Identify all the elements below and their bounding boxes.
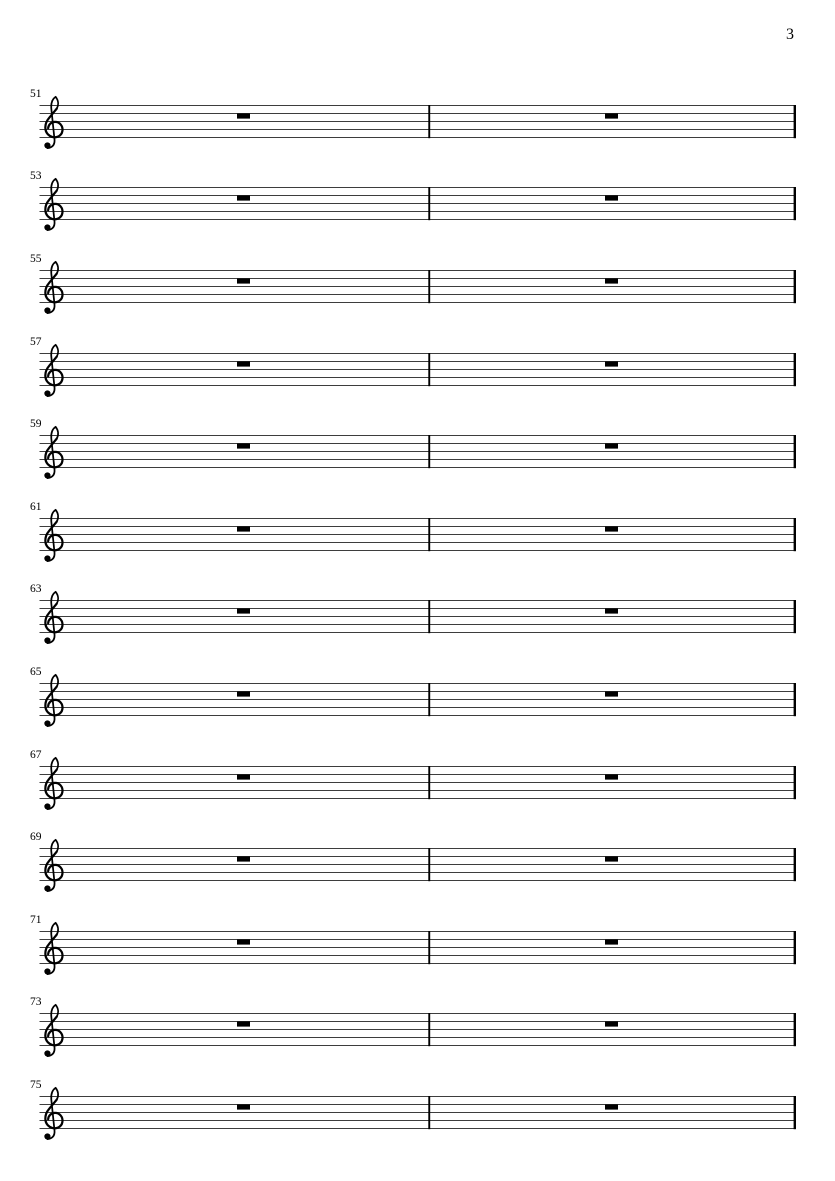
- staff-system: [0, 250, 835, 322]
- whole-measure-rest-icon: [605, 113, 618, 118]
- staff-line: [40, 1037, 797, 1038]
- measure-number: 63: [30, 583, 42, 596]
- staff-line: [40, 624, 797, 625]
- whole-measure-rest-icon: [237, 1022, 250, 1027]
- whole-measure-rest-icon: [237, 113, 250, 118]
- measure-number: 75: [30, 1079, 42, 1091]
- staff-line: [40, 691, 797, 692]
- staff-line: [40, 467, 797, 468]
- staff-line: [40, 947, 797, 948]
- staff-lines: [40, 931, 797, 964]
- whole-measure-rest-icon: [605, 1104, 618, 1109]
- staff-line: [40, 608, 797, 609]
- treble-clef-icon: [44, 344, 62, 396]
- staff-line: [40, 526, 797, 527]
- staff-line: [40, 1120, 797, 1121]
- staff-line: [40, 278, 797, 279]
- staff-lines: [40, 1096, 797, 1129]
- staff-lines: [40, 848, 797, 881]
- staff-lines: [40, 353, 797, 386]
- staff-line: [40, 353, 797, 354]
- staff-line: [40, 302, 797, 303]
- staff-line: [40, 1104, 797, 1105]
- staff-lines: [40, 518, 797, 551]
- staff-system: [0, 746, 835, 818]
- end-barline: [794, 518, 796, 551]
- whole-measure-rest-icon: [237, 857, 250, 862]
- staff-line: [40, 766, 797, 767]
- whole-measure-rest-icon: [605, 278, 618, 283]
- staff-line: [40, 286, 797, 287]
- staff-system: [0, 993, 835, 1065]
- measure-number: 67: [30, 748, 42, 761]
- end-barline: [794, 766, 796, 799]
- whole-measure-rest-icon: [237, 278, 250, 283]
- staff-line: [40, 848, 797, 849]
- staff-line: [40, 361, 797, 362]
- staff-system: [0, 911, 835, 983]
- staff-lines: [40, 187, 797, 220]
- whole-measure-rest-icon: [237, 691, 250, 696]
- staff-line: [40, 211, 797, 212]
- staff-line: [40, 864, 797, 865]
- treble-clef-icon: [44, 179, 62, 231]
- treble-clef-icon: [44, 427, 62, 479]
- staff-line: [40, 1045, 797, 1046]
- treble-clef-icon: [44, 509, 62, 561]
- staff-line: [40, 1128, 797, 1129]
- staff-line: [40, 369, 797, 370]
- staff-line: [40, 121, 797, 122]
- staff-line: [40, 105, 797, 106]
- staff-line: [40, 113, 797, 114]
- staff-lines: [40, 683, 797, 716]
- staff-line: [40, 270, 797, 271]
- staff-line: [40, 534, 797, 535]
- staff-line: [40, 683, 797, 684]
- measure-number: 65: [30, 665, 42, 678]
- staff-line: [40, 616, 797, 617]
- end-barline: [794, 1096, 796, 1129]
- mid-barline: [428, 600, 430, 633]
- whole-measure-rest-icon: [605, 609, 618, 614]
- staff-line: [40, 385, 797, 386]
- treble-clef-icon: [44, 1005, 62, 1057]
- measure-number: 55: [30, 252, 42, 265]
- staff-lines: [40, 600, 797, 633]
- measure-number: 57: [30, 335, 42, 348]
- staff-line: [40, 459, 797, 460]
- staff-line: [40, 939, 797, 940]
- staff-line: [40, 542, 797, 543]
- end-barline: [794, 435, 796, 468]
- mid-barline: [428, 518, 430, 551]
- staff-line: [40, 872, 797, 873]
- staff-line: [40, 782, 797, 783]
- staff-system: [0, 828, 835, 900]
- staff-line: [40, 632, 797, 633]
- treble-clef-icon: [44, 757, 62, 809]
- staff-system: [0, 498, 835, 570]
- end-barline: [794, 600, 796, 633]
- staff-line: [40, 435, 797, 436]
- mid-barline: [428, 766, 430, 799]
- staff-line: [40, 955, 797, 956]
- staff-lines: [40, 105, 797, 138]
- whole-measure-rest-icon: [237, 526, 250, 531]
- whole-measure-rest-icon: [237, 196, 250, 201]
- mid-barline: [428, 353, 430, 386]
- whole-measure-rest-icon: [605, 939, 618, 944]
- whole-measure-rest-icon: [605, 196, 618, 201]
- end-barline: [794, 353, 796, 386]
- end-barline: [794, 848, 796, 881]
- staff-line: [40, 931, 797, 932]
- staff-line: [40, 699, 797, 700]
- whole-measure-rest-icon: [237, 609, 250, 614]
- measure-number: 73: [30, 996, 42, 1009]
- staff-line: [40, 443, 797, 444]
- mid-barline: [428, 1096, 430, 1129]
- whole-measure-rest-icon: [237, 774, 250, 779]
- staff-line: [40, 1112, 797, 1113]
- whole-measure-rest-icon: [237, 1104, 250, 1109]
- staff-lines: [40, 435, 797, 468]
- staff-system: [0, 167, 835, 239]
- end-barline: [794, 105, 796, 138]
- staff-line: [40, 451, 797, 452]
- mid-barline: [428, 435, 430, 468]
- whole-measure-rest-icon: [605, 857, 618, 862]
- whole-measure-rest-icon: [237, 939, 250, 944]
- staff-system: [0, 85, 835, 157]
- treble-clef-icon: [44, 262, 62, 314]
- whole-measure-rest-icon: [605, 526, 618, 531]
- staff-line: [40, 1029, 797, 1030]
- mid-barline: [428, 105, 430, 138]
- page-number: 3: [786, 26, 794, 43]
- end-barline: [794, 187, 796, 220]
- staff-line: [40, 856, 797, 857]
- staff-system: [0, 333, 835, 405]
- staff-line: [40, 203, 797, 204]
- mid-barline: [428, 931, 430, 964]
- measure-number: 69: [30, 831, 42, 844]
- staff-line: [40, 600, 797, 601]
- staff-line: [40, 880, 797, 881]
- treble-clef-icon: [44, 675, 62, 727]
- staff-line: [40, 1021, 797, 1022]
- treble-clef-icon: [44, 1088, 62, 1140]
- end-barline: [794, 1013, 796, 1046]
- staff-line: [40, 707, 797, 708]
- measure-number: 59: [30, 418, 42, 431]
- measure-number: 61: [30, 500, 42, 513]
- end-barline: [794, 270, 796, 303]
- measure-number: 53: [30, 170, 42, 183]
- staff-line: [40, 774, 797, 775]
- staff-line: [40, 377, 797, 378]
- whole-measure-rest-icon: [605, 691, 618, 696]
- staff-line: [40, 187, 797, 188]
- whole-measure-rest-icon: [605, 774, 618, 779]
- end-barline: [794, 683, 796, 716]
- whole-measure-rest-icon: [605, 361, 618, 366]
- staff-lines: [40, 766, 797, 799]
- staff-line: [40, 963, 797, 964]
- staff-line: [40, 550, 797, 551]
- staff-line: [40, 129, 797, 130]
- treble-clef-icon: [44, 592, 62, 644]
- staff-line: [40, 790, 797, 791]
- staff-line: [40, 1013, 797, 1014]
- staff-line: [40, 137, 797, 138]
- whole-measure-rest-icon: [605, 1022, 618, 1027]
- staff-lines: [40, 1013, 797, 1046]
- mid-barline: [428, 683, 430, 716]
- mid-barline: [428, 270, 430, 303]
- staff-line: [40, 798, 797, 799]
- staff-line: [40, 195, 797, 196]
- staff-lines: [40, 270, 797, 303]
- staff-line: [40, 715, 797, 716]
- staff-line: [40, 1096, 797, 1097]
- mid-barline: [428, 848, 430, 881]
- staff-line: [40, 518, 797, 519]
- mid-barline: [428, 187, 430, 220]
- staff-system: [0, 580, 835, 652]
- treble-clef-icon: [44, 96, 62, 148]
- staff-system: [0, 1076, 835, 1148]
- staff-line: [40, 294, 797, 295]
- whole-measure-rest-icon: [237, 443, 250, 448]
- measure-number: 51: [30, 87, 42, 100]
- end-barline: [794, 931, 796, 964]
- staff-system: [0, 663, 835, 735]
- mid-barline: [428, 1013, 430, 1046]
- whole-measure-rest-icon: [605, 443, 618, 448]
- staff-system: [0, 415, 835, 487]
- treble-clef-icon: [44, 923, 62, 975]
- whole-measure-rest-icon: [237, 361, 250, 366]
- treble-clef-icon: [44, 840, 62, 892]
- measure-number: 71: [30, 913, 42, 926]
- staff-line: [40, 219, 797, 220]
